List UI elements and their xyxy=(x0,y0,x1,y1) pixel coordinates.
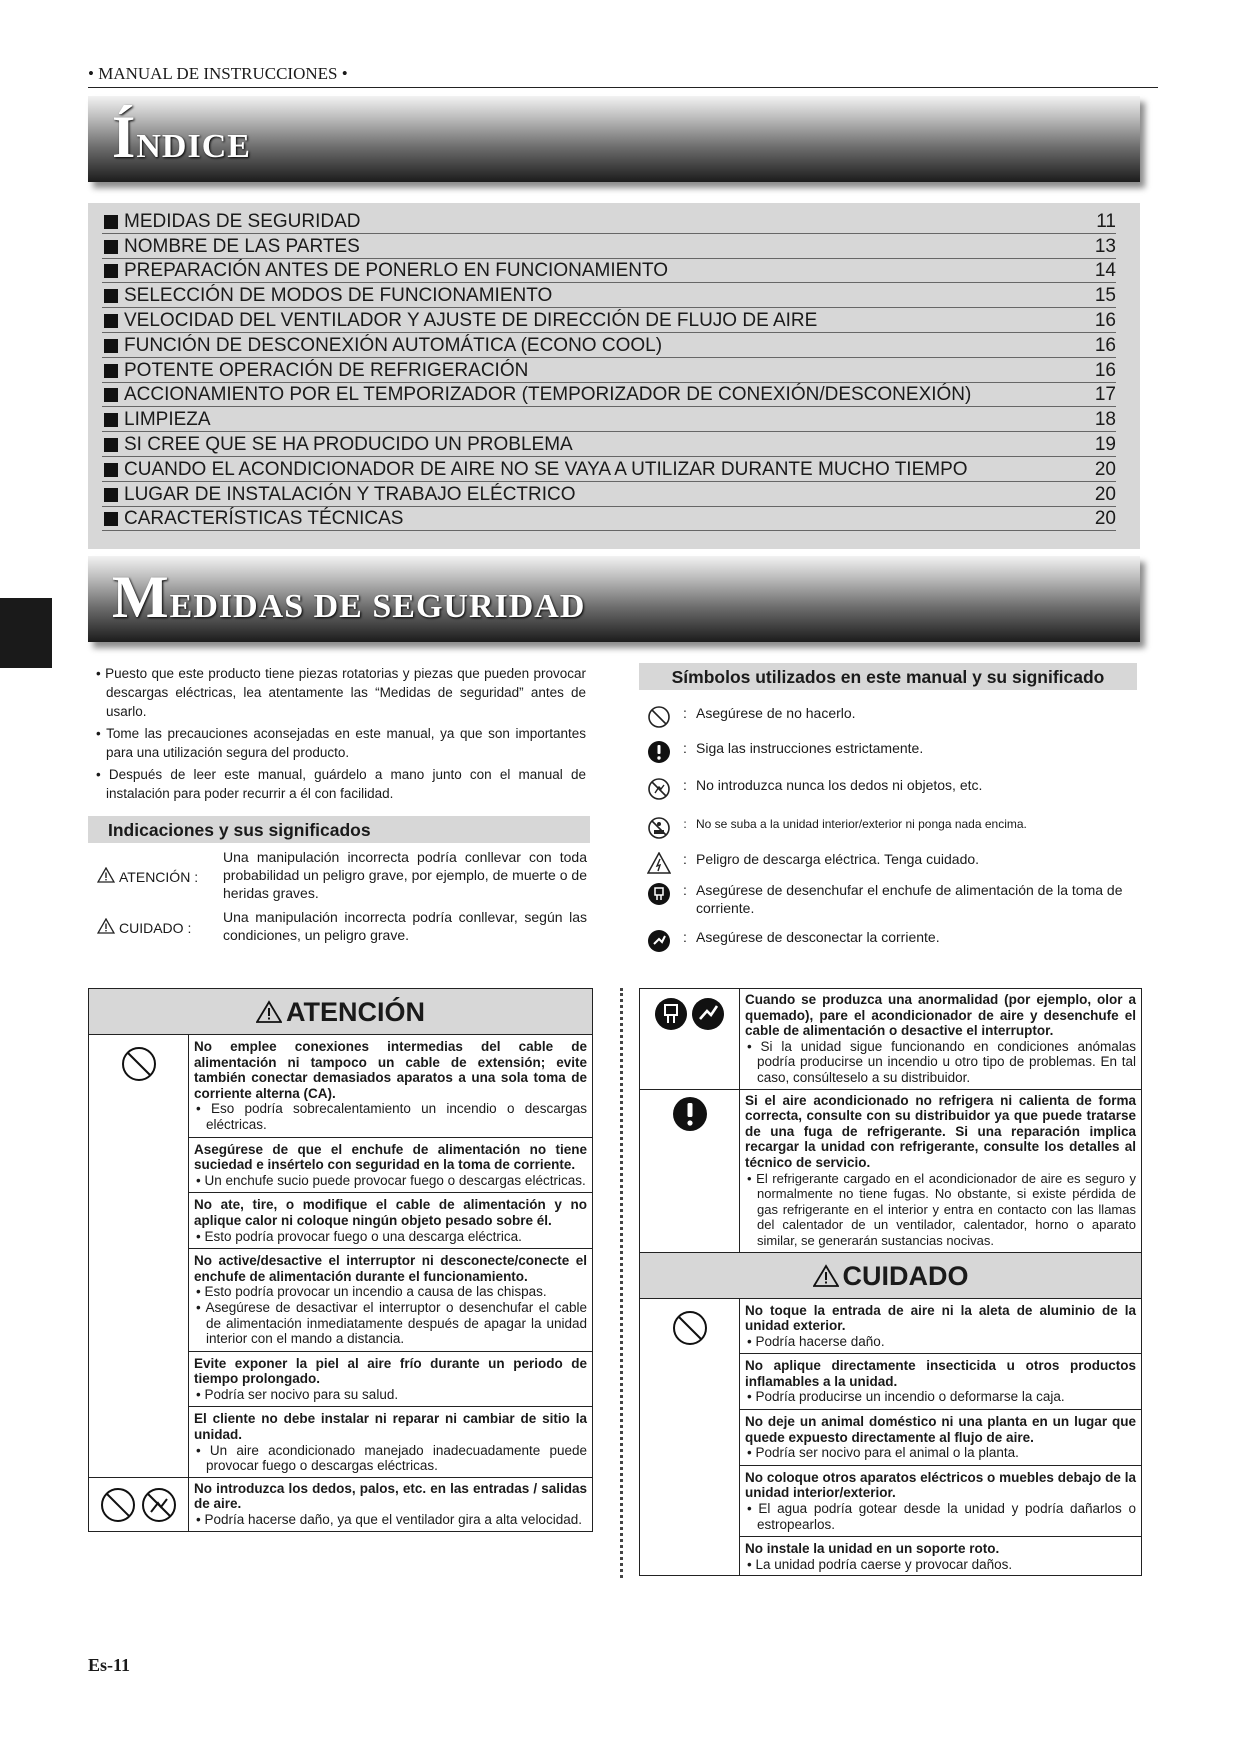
safety-banner xyxy=(88,556,1140,642)
bullet-square-icon xyxy=(104,438,118,452)
toc-entry xyxy=(102,432,1116,457)
toc-entry xyxy=(102,234,1116,259)
column-divider xyxy=(620,988,623,1578)
toc-entry xyxy=(102,209,1116,234)
symbols-heading: Símbolos utilizados en este manual y su significado xyxy=(639,663,1137,690)
bullet-square-icon xyxy=(104,339,118,353)
power-off-icon xyxy=(644,928,674,954)
toc-page: 20 xyxy=(1094,508,1116,530)
safety-title: MEDIDAS DE SEGURIDAD xyxy=(112,564,586,630)
toc-label: POTENTE OPERACIÓN DE REFRIGERACIÓN xyxy=(124,359,529,381)
bullet-square-icon xyxy=(104,413,118,427)
intro-bullet: • Después de leer este manual, guárdelo a mano junto con el manual de instalación para poder recurrir a él con facilidad. xyxy=(96,767,586,801)
safety-item: No emplee conexiones intermedias del cable de alimentación ni tampoco un cable de extensión; evite también conectar demasiados aparatos a una sola toma de corriente alterna (CA). • Eso podría sobrecalentamiento un incendio o descargas eléctricas. xyxy=(194,1039,587,1132)
cuidado-items xyxy=(740,1298,1142,1576)
toc-label: LIMPIEZA xyxy=(124,409,211,431)
unplug-icon xyxy=(654,1019,688,1034)
toc-page: 14 xyxy=(1094,260,1116,282)
safety-item: Asegúrese de que el enchufe de alimentación no tiene suciedad e insértelo con seguridad en la toma de corriente. • Un enchufe sucio puede provocar fuego o descargas eléctricas. xyxy=(189,1137,592,1189)
icon-cell xyxy=(640,989,740,1090)
intro-bullets xyxy=(92,664,586,806)
safety-item: Evite exponer la piel al aire frío durante un periodo de tiempo prolongado. • Podría ser nocivo para su salud. xyxy=(189,1351,592,1403)
safety-item: Si el aire acondicionado no refrigera ni calienta de forma correcta, consulte con su distribuidor ya que puede tratarse de una fuga de refrigerante. Si una reparación implica recargar la unidad con refrigerante, consulte los detalles al técnico de servicio. • El refrigerante cargado en el acondicionador de aire es seguro y normalmente no tiene fugas. No obstante, si existe pérdida de gas refrigerante en el interior y entra en contacto con las llamas del calentador de un ventilador, calentador, horno o aparato similar, se generarán sustancias nocivas. xyxy=(740,1089,1142,1252)
cuidado-header: CUIDADO xyxy=(640,1252,1142,1298)
mandatory-instruction-icon xyxy=(672,1120,708,1135)
safety-item: No toque la entrada de aire ni la aleta de aluminio de la unidad exterior. • Podría hacerse daño. xyxy=(745,1302,1136,1349)
toc-page: 16 xyxy=(1094,309,1116,331)
atencion-table xyxy=(88,988,593,1532)
bullet-square-icon xyxy=(104,289,118,303)
toc-label: SELECCIÓN DE MODOS DE FUNCIONAMIENTO xyxy=(124,285,553,307)
toc-label: NOMBRE DE LAS PARTES xyxy=(124,235,360,257)
toc-entry xyxy=(102,333,1116,358)
toc-label: SI CREE QUE SE HA PRODUCIDO UN PROBLEMA xyxy=(124,433,573,455)
toc-page: 18 xyxy=(1094,409,1116,431)
bullet-square-icon xyxy=(104,314,118,328)
electric-shock-icon xyxy=(644,850,674,876)
bullet-square-icon xyxy=(104,215,118,229)
toc-page: 13 xyxy=(1094,235,1116,257)
safety-item: Cuando se produzca una anormalidad (por ejemplo, olor a quemado), pare el acondicionador de aire y desenchufe el cable de alimentación o desactive el interruptor. • Si la unidad sigue funcionando en condiciones anómalas podría producirse un incendio u otro tipo de problemas. En tal caso, consúlteselo a su distribuidor. xyxy=(740,989,1142,1090)
safety-item: No coloque otros aparatos eléctricos o muebles debajo de la unidad interior/exterior. • El agua podría gotear desde la unidad y podría dañarlos o estropearlos. xyxy=(740,1465,1141,1532)
bullet-square-icon xyxy=(104,388,118,402)
safety-item: No ate, tire, o modifique el cable de alimentación y no aplique calor ni coloque ningún objeto pesado sobre él. • Esto podría provocar fuego o una descarga eléctrica. xyxy=(189,1192,592,1244)
safety-item: No aplique directamente insecticida u otros productos inflamables a la unidad. • Podría producirse un incendio o deformarse la caja. xyxy=(740,1353,1141,1405)
toc-entry xyxy=(102,507,1116,532)
symbol-row: : Siga las instrucciones estrictamente. xyxy=(644,739,1126,765)
toc-entry xyxy=(102,383,1116,408)
toc-page: 16 xyxy=(1094,359,1116,381)
warning-triangle-icon xyxy=(97,867,115,887)
bullet-square-icon xyxy=(104,364,118,378)
toc-page: 16 xyxy=(1094,334,1116,356)
index-title: ÍNDICE xyxy=(112,104,251,170)
toc-entry xyxy=(102,457,1116,482)
no-climbing-icon xyxy=(644,815,674,841)
safety-item: No deje un animal doméstico ni una planta en un lugar que quede expuesto directamente al flujo de aire. • Podría ser nocivo para el animal o la planta. xyxy=(740,1409,1141,1461)
index-banner xyxy=(88,96,1140,182)
toc-entry xyxy=(102,283,1116,308)
no-fingers-icon xyxy=(644,776,674,802)
icon-cell xyxy=(89,1477,189,1531)
safety-item: El cliente no debe instalar ni reparar ni cambiar de sitio la unidad. • Un aire acondicionado manejado inadecuadamente puede provocar fuego o descargas eléctricas. xyxy=(189,1406,592,1473)
bullet-square-icon xyxy=(104,512,118,526)
toc-label: ACCIONAMIENTO POR EL TEMPORIZADOR (TEMPORIZADOR DE CONEXIÓN/DESCONEXIÓN) xyxy=(124,384,972,406)
toc-label: CUANDO EL ACONDICIONADOR DE AIRE NO SE VAYA A UTILIZAR DURANTE MUCHO TIEMPO xyxy=(124,458,968,480)
toc-entry xyxy=(102,259,1116,284)
atencion-items xyxy=(189,1035,593,1478)
page-number: Es-11 xyxy=(88,1655,131,1675)
prohibited-icon xyxy=(644,704,674,730)
symbol-row: : Asegúrese de desenchufar el enchufe de alimentación de la toma de corriente. xyxy=(644,881,1126,917)
toc-label: CARACTERÍSTICAS TÉCNICAS xyxy=(124,508,404,530)
atencion-header: ATENCIÓN xyxy=(89,989,593,1035)
intro-bullet: • Tome las precauciones aconsejadas en este manual, ya que son importantes para una utilización segura del producto. xyxy=(96,726,586,760)
toc-label: MEDIDAS DE SEGURIDAD xyxy=(124,210,361,232)
symbol-row: : No se suba a la unidad interior/exterior ni ponga nada encima. xyxy=(644,815,1126,841)
atencion-description: Una manipulación incorrecta podría conllevar con toda probabilidad un peligro grave, por ejemplo, de muerte o de heridas graves. xyxy=(223,849,587,901)
prohibited-icon-cell xyxy=(640,1298,740,1576)
safety-item: No introduzca los dedos, palos, etc. en las entradas / salidas de aire. • Podría hacerse daño, ya que el ventilador gira a alta velocidad. xyxy=(189,1477,593,1531)
icon-cell xyxy=(640,1089,740,1252)
toc-label: VELOCIDAD DEL VENTILADOR Y AJUSTE DE DIRECCIÓN DE FLUJO DE AIRE xyxy=(124,309,818,331)
warning-triangle-icon xyxy=(97,918,115,938)
prohibited-icon-cell xyxy=(89,1035,189,1478)
toc-entry xyxy=(102,482,1116,507)
right-safety-table xyxy=(639,988,1142,1576)
table-of-contents xyxy=(88,203,1140,549)
running-header: • MANUAL DE INSTRUCCIONES • xyxy=(88,64,348,83)
prohibited-icon xyxy=(99,1512,137,1527)
bullet-square-icon xyxy=(104,488,118,502)
toc-entry xyxy=(102,308,1116,333)
prohibited-icon xyxy=(120,1071,158,1086)
mandatory-instruction-icon xyxy=(644,739,674,765)
prohibited-icon xyxy=(671,1335,709,1350)
intro-bullet: • Puesto que este producto tiene piezas rotatorias y piezas que pueden provocar descargas eléctricas, lea atentamente las “Medidas de seguridad” antes de usarlo. xyxy=(96,666,586,719)
symbol-row: : Peligro de descarga eléctrica. Tenga cuidado. xyxy=(644,850,1126,876)
symbol-row: : Asegúrese de desconectar la corriente. xyxy=(644,928,1126,954)
safety-item: No instale la unidad en un soporte roto. • La unidad podría caerse y provocar daños. xyxy=(740,1536,1141,1572)
no-fingers-icon xyxy=(140,1512,178,1527)
indication-cuidado: CUIDADO : Una manipulación incorrecta podría conllevar, según las condiciones, un peligro grave. xyxy=(97,908,587,944)
safety-item: No active/desactive el interruptor ni desconecte/conecte el enchufe de alimentación durante el funcionamiento. • Esto podría provocar un incendio a causa de las chispas. • Asegúrese de desactivar el interruptor o desenchufar el cable de alimentación inmediatamente después de apagar la unidad interior con el mando a distancia. xyxy=(189,1248,592,1347)
toc-page: 20 xyxy=(1094,458,1116,480)
toc-entry xyxy=(102,358,1116,383)
toc-page: 20 xyxy=(1094,483,1116,505)
bullet-square-icon xyxy=(104,463,118,477)
indication-atencion: ATENCIÓN : Una manipulación incorrecta podría conllevar con toda probabilidad un peligro grave, por ejemplo, de muerte o de heridas graves. xyxy=(97,848,587,902)
toc-page: 15 xyxy=(1094,285,1116,307)
toc-label: PREPARACIÓN ANTES DE PONERLO EN FUNCIONAMIENTO xyxy=(124,260,669,282)
toc-page: 11 xyxy=(1096,210,1116,232)
indications-heading: Indicaciones y sus significados xyxy=(88,816,590,843)
cuidado-description: Una manipulación incorrecta podría conllevar, según las condiciones, un peligro grave. xyxy=(223,909,587,943)
toc-entry xyxy=(102,407,1116,432)
toc-label: FUNCIÓN DE DESCONEXIÓN AUTOMÁTICA (ECONO COOL) xyxy=(124,334,663,356)
toc-page: 19 xyxy=(1094,433,1116,455)
bullet-square-icon xyxy=(104,264,118,278)
section-tab xyxy=(0,598,52,668)
header-rule xyxy=(88,87,1158,88)
toc-label: LUGAR DE INSTALACIÓN Y TRABAJO ELÉCTRICO xyxy=(124,483,576,505)
power-off-icon xyxy=(691,1019,725,1034)
symbol-row: : Asegúrese de no hacerlo. xyxy=(644,704,1126,730)
toc-page: 17 xyxy=(1094,384,1116,406)
bullet-square-icon xyxy=(104,240,118,254)
warning-triangle-icon xyxy=(256,1000,282,1030)
unplug-icon xyxy=(644,881,674,907)
symbol-row: : No introduzca nunca los dedos ni objetos, etc. xyxy=(644,776,1126,802)
warning-triangle-icon xyxy=(813,1264,839,1294)
